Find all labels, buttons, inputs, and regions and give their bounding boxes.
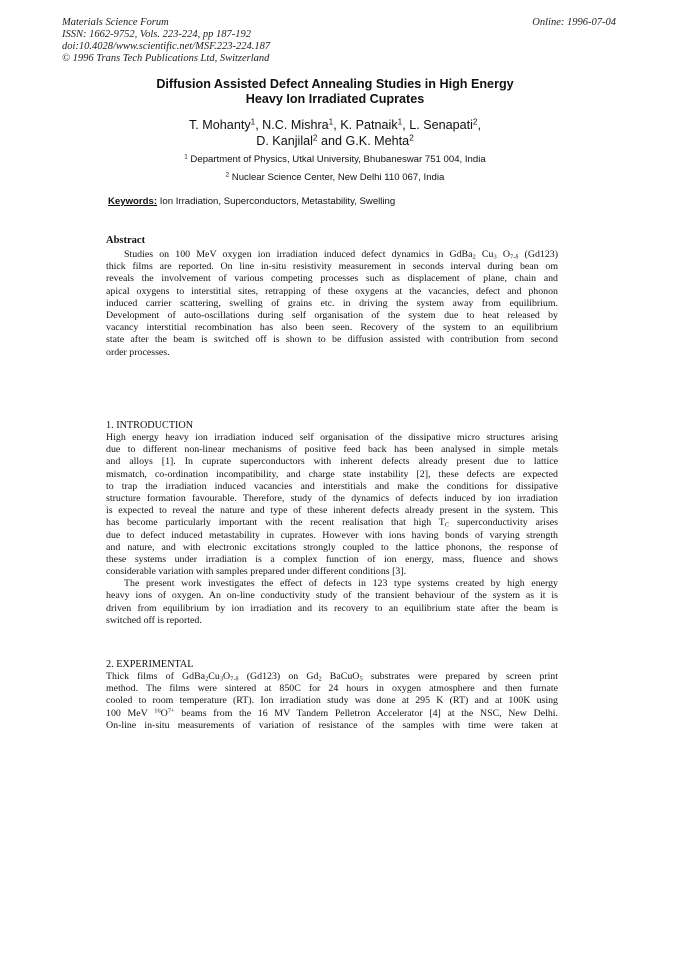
text-run: Cu (208, 671, 220, 682)
abstract-line (106, 249, 558, 261)
author-name: , L. Senapati (402, 118, 473, 132)
intro-line: mismatch, co-ordination incompatibility, and charge state instability [2], these defects are expected (106, 468, 558, 480)
intro-line (106, 517, 558, 529)
exp-line (106, 708, 558, 720)
subscript: 2 (318, 675, 322, 683)
subscript: 7-δ (230, 675, 239, 683)
intro-line: driven from equilibrium by ion irradiation and its recovery to an equilibrium state after the beam is (106, 602, 558, 614)
intro-line: switched off is reported. (106, 614, 202, 626)
author-name: , K. Patnaik (333, 118, 398, 132)
text-run: substrates were prepared by screen print (362, 671, 558, 682)
affiliation-text: Nuclear Science Center, New Delhi 110 067, India (229, 172, 445, 183)
exp-line: method. The films were sintered at 850C for 24 hours in oxygen atmosphere and then furnate (106, 683, 558, 695)
text-run: Thick films of GdBa (106, 671, 206, 682)
abstract-line: reveals the involvement of various competing processes such as displacement of plane, chain and (106, 273, 558, 285)
abstract-line: order processes. (106, 346, 170, 358)
keywords-text: Ion Irradiation, Superconductors, Metastability, Swelling (157, 196, 396, 207)
text-run: Studies on 100 MeV oxygen ion irradiation induced defect dynamics in GdBa (124, 249, 473, 260)
intro-line: due to defect induced metastability in cuprates. However with ions having bonds of varying strength (106, 529, 558, 541)
abstract-line: state after the beam is switched off is shown to be diffusion assisted with contribution from second (106, 334, 558, 346)
title-line-1: Diffusion Assisted Defect Annealing Studies in High Energy (156, 77, 514, 91)
exp-line: On-line in-situ measurements of variation of resistance of the samples with time were taken at (106, 719, 558, 731)
exp-line: cooled to room temperature (RT). Ion irradiation study was done at 295 K (RT) and at 100K using (106, 695, 558, 707)
author-affiliation-mark: 1 (328, 117, 334, 127)
affiliation-1 (110, 154, 560, 166)
text-run: BaCuO (321, 671, 360, 682)
author-line-1 (120, 117, 550, 133)
text-run: has become particularly important with the recent realisation that high T (106, 517, 445, 529)
abstract-heading: Abstract (106, 235, 146, 246)
affiliation-mark: 2 (225, 171, 230, 179)
text-run: superconductivity arises (449, 517, 558, 529)
text-run: O (496, 249, 510, 260)
intro-line: heavy ions of oxygen. An on-line conductivity study of the transient behaviour of the system as it is (106, 590, 558, 602)
intro-line: structure formation favourable. Therefore, study of the dynamics of defects induced by ion irradiation (106, 492, 558, 504)
author-list (120, 117, 550, 149)
doi-line: doi:10.4028/www.scientific.net/MSF.223-224.187 (62, 41, 271, 52)
intro-line: and nature, and with electronic excitations strongly coupled to the lattice phonons, the response of (106, 541, 558, 553)
copyright-line: © 1996 Trans Tech Publications Ltd, Switzerland (62, 53, 270, 64)
online-date: Online: 1996-07-04 (532, 17, 616, 28)
experimental-heading: 2. EXPERIMENTAL (106, 659, 194, 670)
text-run: 100 MeV (106, 707, 155, 719)
text-run: O (223, 671, 231, 682)
journal-name: Materials Science Forum (62, 17, 169, 28)
intro-line: High energy heavy ion irradiation induced self organisation of the dissipative micro structures arising (106, 432, 558, 443)
author-affiliation-mark: 2 (312, 133, 318, 143)
intro-line: to trap the irradiation induced vacancies and interstitials and make the conditions for dissipative (106, 480, 558, 492)
issn-line: ISSN: 1662-9752, Vols. 223-224, pp 187-192 (62, 29, 251, 40)
title-line-2: Heavy Ion Irradiated Cuprates (245, 92, 425, 106)
exp-line (106, 671, 558, 683)
subscript: 3 (493, 253, 497, 261)
intro-line: is expected to reveal the nature and type of these inherent defects already present in the system. This (106, 505, 558, 517)
superscript: 16 (154, 707, 161, 715)
subscript: 5 (359, 675, 363, 683)
subscript: C (444, 521, 450, 529)
affiliation-2 (110, 172, 560, 184)
affiliation-mark: 1 (184, 153, 188, 161)
keywords-label: Keywords: (108, 196, 158, 207)
intro-line: considerable variation with samples prepared under different conditions [3]. (106, 566, 407, 578)
text-run: O (160, 707, 168, 719)
abstract-line: vacancy interstitial recombination has also been seen. Recovery of the system to an equilibrium (106, 322, 558, 334)
intro-line: due to different non-linear mechanisms of positive feed back has been analysed in simple metals (106, 444, 558, 456)
author-name: , N.C. Mishra (255, 118, 329, 132)
subscript: 7-δ (509, 253, 519, 261)
abstract-line: induced carrier scattering, swelling of grains etc. in driving the system away from equilibrium. (106, 297, 558, 309)
subscript: 2 (472, 253, 476, 261)
author-name: T. Mohanty (189, 118, 251, 132)
author-affiliation-mark: 1 (250, 117, 256, 127)
author-affiliation-mark: 1 (397, 117, 403, 127)
experimental-body (106, 671, 558, 732)
introduction-body (106, 432, 558, 627)
text-run: (Gd123) on Gd (238, 671, 319, 682)
author-line-2 (120, 133, 550, 149)
abstract-line: thick films are reported. On line in-situ resistivity measurement in seconds interval during bean om (106, 261, 558, 273)
paper-title (100, 77, 570, 107)
keywords-line (108, 196, 395, 208)
superscript: 7+ (167, 707, 175, 715)
affiliation-text: Department of Physics, Utkal University, Bhubaneswar 751 004, India (187, 154, 486, 165)
author-name: D. Kanjilal (256, 134, 313, 148)
author-affiliation-mark: 2 (409, 133, 414, 143)
journal-header (62, 17, 270, 65)
text-run: Cu (475, 249, 494, 260)
subscript: 2 (205, 675, 209, 683)
author-separator: , (477, 118, 481, 132)
abstract-line: apical oxygens to interstitial sites, retrapping of these oxygens at the vacancies, defect and phonon (106, 285, 558, 297)
subscript: 3 (219, 675, 224, 683)
abstract-line: Development of auto-oscillations during self organisation of the system due to heat released by (106, 309, 558, 321)
abstract-body (106, 249, 558, 359)
introduction-heading: 1. INTRODUCTION (106, 420, 194, 431)
text-run: (Gd123) (518, 249, 558, 260)
author-name: and G.K. Mehta (317, 134, 410, 148)
intro-line: The present work investigates the effect of defects in 123 type systems created by high energy (124, 578, 558, 590)
intro-line: these systems under irradiation is a complex function of ion energy, mass, fluence and shows (106, 553, 558, 565)
intro-line: and alloys [1]. In cuprate superconductors with inherent defects already present due to lattice (106, 456, 558, 468)
text-run: beams from the 16 MV Tandem Pelletron Accelerator [4] at the NSC, New Delhi. (174, 707, 558, 719)
author-affiliation-mark: 2 (472, 117, 478, 127)
